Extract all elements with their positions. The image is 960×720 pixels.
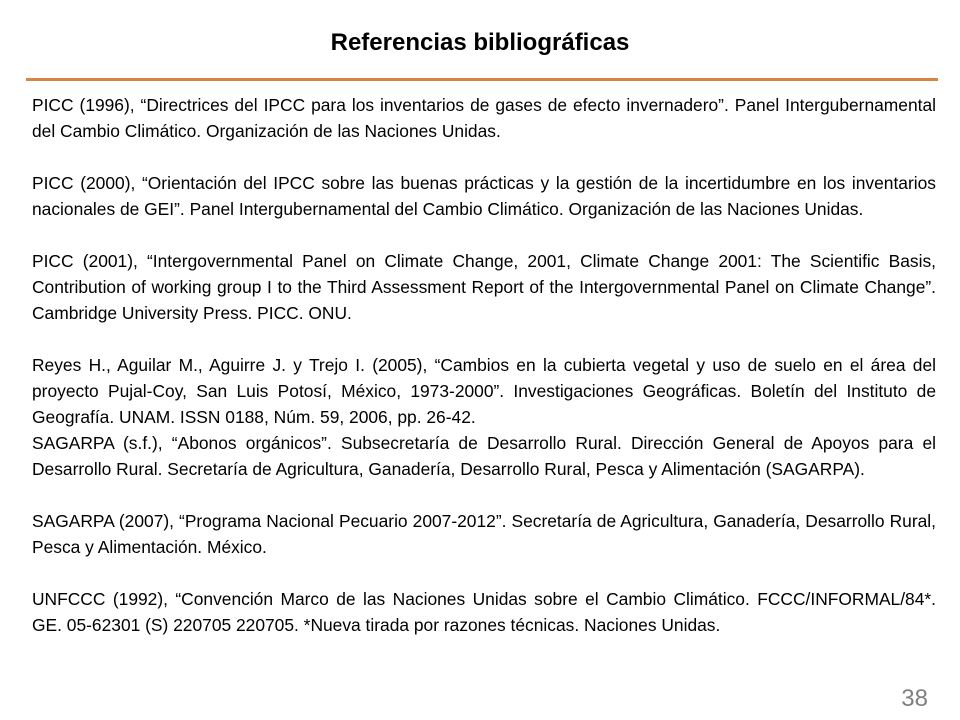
title-divider <box>26 78 938 81</box>
page-title: Referencias bibliográficas <box>330 29 630 56</box>
reference-item: SAGARPA (s.f.), “Abonos orgánicos”. Subsecretaría de Desarrollo Rural. Dirección General de Apoyos para el Desarrollo Rural. Secretaría de Agricultura, Ganadería, Desarrollo Rural, Pesca y Alimentación (SAGARPA). <box>32 433 936 479</box>
page-number: 38 <box>901 685 928 712</box>
reference-item: PICC (2001), “Intergovernmental Panel on Climate Change, 2001, Climate Change 2001: The Scientific Basis, Contribution of working group I to the Third Assessment Report of the Intergovernmental Panel on Climate Change”. Cambridge University Press. PICC. ONU. <box>32 251 936 323</box>
reference-item: PICC (2000), “Orientación del IPCC sobre las buenas prácticas y la gestión de la incertidumbre en los inventarios nacionales de GEI”. Panel Intergubernamental del Cambio Climático. Organización de las Naciones Unidas. <box>32 173 936 219</box>
reference-item: UNFCCC (1992), “Convención Marco de las Naciones Unidas sobre el Cambio Climático. FCCC/INFORMAL/84*. GE. 05-62301 (S) 220705 220705. *Nueva tirada por razones técnicas. Naciones Unidas. <box>32 589 936 635</box>
reference-item: Reyes H., Aguilar M., Aguirre J. y Trejo I. (2005), “Cambios en la cubierta vegetal y uso de suelo en el área del proyecto Pujal-Coy, San Luis Potosí, México, 1973-2000”. Investigaciones Geográficas. Boletín del Instituto de Geografía. UNAM. ISSN 0188, Núm. 59, 2006, pp. 26-42. <box>32 355 936 427</box>
reference-item: PICC (1996), “Directrices del IPCC para los inventarios de gases de efecto invernadero”. Panel Intergubernamental del Cambio Climático. Organización de las Naciones Unidas. <box>32 95 936 141</box>
reference-list <box>32 92 936 638</box>
reference-item: SAGARPA (2007), “Programa Nacional Pecuario 2007-2012”. Secretaría de Agricultura, Ganadería, Desarrollo Rural, Pesca y Alimentación. México. <box>32 511 936 557</box>
